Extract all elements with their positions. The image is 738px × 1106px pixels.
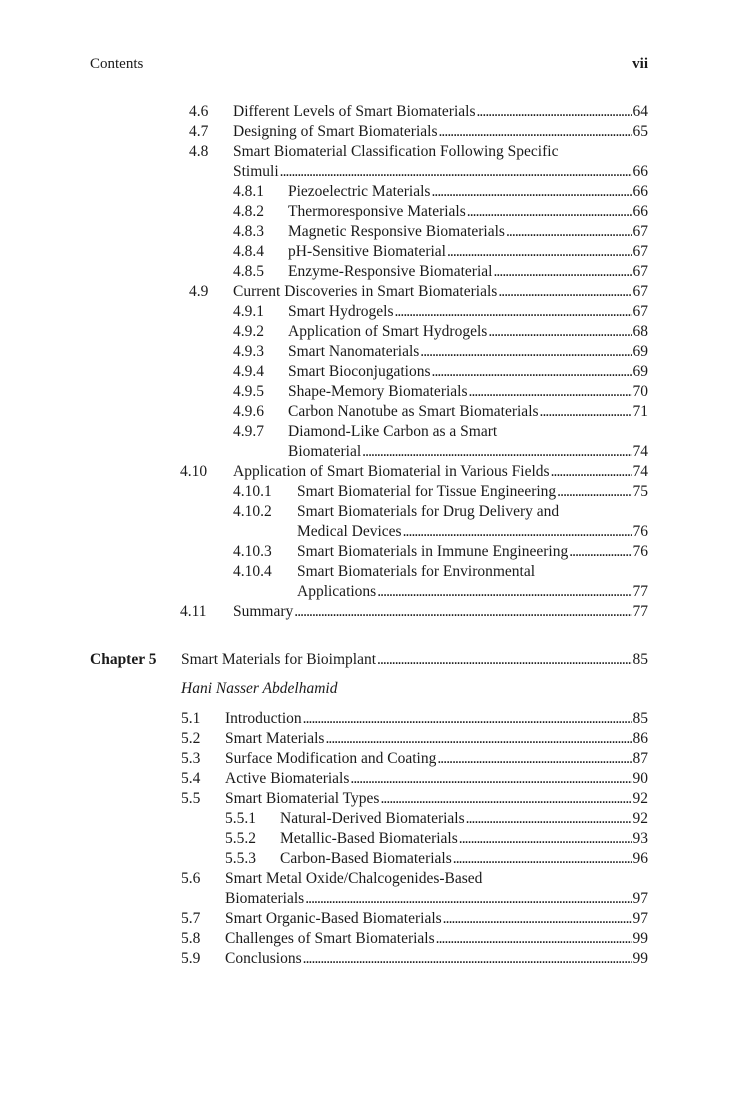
toc-entry-title: Carbon Nanotube as Smart Biomaterials [288, 403, 539, 420]
toc-entry[interactable] [233, 162, 648, 182]
toc-entry[interactable] [288, 362, 648, 382]
toc-entry-title: Current Discoveries in Smart Biomaterials [233, 283, 498, 300]
toc-entry-title-line1[interactable]: Smart Biomaterials for Drug Delivery and [297, 503, 560, 520]
dot-leader [377, 650, 631, 670]
toc-entry-number: 5.8 [181, 930, 201, 947]
toc-entry-number: 4.8.1 [233, 183, 264, 200]
toc-entry[interactable] [288, 402, 648, 422]
dot-leader [453, 849, 632, 869]
dot-leader [325, 729, 631, 749]
toc-entry-title: Introduction [225, 710, 302, 727]
dot-leader [447, 242, 632, 262]
toc-entry-title: Smart Organic-Based Biomaterials [225, 910, 442, 927]
toc-page-number: 65 [632, 123, 648, 140]
toc-entry[interactable] [297, 542, 648, 562]
toc-entry-title: Surface Modification and Coating [225, 750, 437, 767]
toc-page-number: 66 [632, 183, 648, 200]
toc-entry-number: 4.9.7 [233, 423, 264, 440]
toc-entry-number: 4.8.3 [233, 223, 264, 240]
toc-entry-title-line1[interactable]: Diamond-Like Carbon as a Smart [288, 423, 498, 440]
toc-entry[interactable] [288, 342, 648, 362]
toc-entry[interactable] [233, 602, 648, 622]
toc-entry-title-line1[interactable]: Smart Metal Oxide/Chalcogenides-Based [225, 870, 483, 887]
toc-page-number: 67 [632, 283, 648, 300]
dot-leader [438, 122, 631, 142]
toc-page-number: 86 [632, 730, 648, 747]
page-number-roman: vii [632, 56, 648, 72]
toc-entry-title: Biomaterials [225, 890, 305, 907]
toc-page-number: 68 [632, 323, 648, 340]
dot-leader [459, 829, 632, 849]
toc-entry[interactable] [288, 322, 648, 342]
toc-page-number: 75 [632, 483, 648, 500]
dot-leader [294, 602, 631, 622]
dot-leader [420, 342, 631, 362]
toc-entry-title: Smart Biomaterial Types [225, 790, 380, 807]
toc-entry-number: 4.9.5 [233, 383, 264, 400]
toc-entry-number: 5.5.1 [225, 810, 256, 827]
toc-entry-title: Smart Materials [225, 730, 325, 747]
toc-entry[interactable] [288, 242, 648, 262]
toc-page-number: 85 [632, 651, 648, 668]
toc-entry-number: 4.8.2 [233, 203, 264, 220]
toc-page-number: 93 [632, 830, 648, 847]
toc-entry-number: 4.7 [189, 123, 209, 140]
toc-entry[interactable] [233, 102, 648, 122]
toc-entry-title: Stimuli [233, 163, 279, 180]
toc-entry[interactable] [280, 809, 648, 829]
toc-page-number: 96 [632, 850, 648, 867]
toc-entry[interactable] [288, 302, 648, 322]
toc-entry[interactable] [225, 929, 648, 949]
toc-entry-title: Conclusions [225, 950, 302, 967]
toc-page-number: 97 [632, 910, 648, 927]
toc-entry-title: Summary [233, 603, 294, 620]
toc-entry-number: 4.9 [189, 283, 209, 300]
dot-leader [443, 909, 632, 929]
dot-leader [362, 442, 631, 462]
dot-leader [377, 582, 631, 602]
toc-entry[interactable] [225, 709, 648, 729]
dot-leader [469, 382, 632, 402]
toc-entry-number: 4.10.4 [233, 563, 272, 580]
dot-leader [506, 222, 632, 242]
toc-page-number: 74 [632, 463, 648, 480]
toc-entry-title-line1[interactable]: Smart Biomaterials for Environmental [297, 563, 536, 580]
toc-entry[interactable] [225, 909, 648, 929]
toc-entry-title: Smart Biomaterials in Immune Engineering [297, 543, 569, 560]
toc-entry[interactable] [225, 949, 648, 969]
dot-leader [280, 162, 632, 182]
toc-entry-title: Challenges of Smart Biomaterials [225, 930, 435, 947]
toc-entry-number: 4.9.3 [233, 343, 264, 360]
dot-leader [403, 522, 632, 542]
toc-page-number: 67 [632, 223, 648, 240]
dot-leader [488, 322, 631, 342]
toc-page-number: 66 [632, 163, 648, 180]
dot-leader [432, 362, 632, 382]
toc-entry-title: Application of Smart Biomaterial in Various Fields [233, 463, 550, 480]
chapter-title: Smart Materials for Bioimplant [181, 651, 377, 668]
toc-page-number: 69 [632, 343, 648, 360]
toc-entry-title: Metallic-Based Biomaterials [280, 830, 458, 847]
dot-leader [394, 302, 631, 322]
dot-leader [431, 182, 631, 202]
toc-entry-number: 4.10.3 [233, 543, 272, 560]
toc-entry[interactable] [288, 222, 648, 242]
toc-entry-title: Applications [297, 583, 377, 600]
toc-entry-number: 4.6 [189, 103, 209, 120]
toc-entry-number: 4.10 [180, 463, 208, 480]
toc-entry-number: 4.9.1 [233, 303, 264, 320]
toc-entry-number: 5.7 [181, 910, 201, 927]
toc-entry-number: 5.1 [181, 710, 201, 727]
toc-entry[interactable] [280, 849, 648, 869]
toc-page-number: 97 [632, 890, 648, 907]
toc-entry-number: 5.5.2 [225, 830, 256, 847]
toc-entry-title: Thermoresponsive Materials [288, 203, 466, 220]
dot-leader [303, 949, 632, 969]
toc-page-number: 69 [632, 363, 648, 380]
toc-entry-number: 5.3 [181, 750, 201, 767]
dot-leader [540, 402, 632, 422]
toc-entry-number: 4.10.2 [233, 503, 272, 520]
dot-leader [303, 709, 632, 729]
toc-page-number: 92 [632, 810, 648, 827]
toc-entry[interactable] [225, 769, 648, 789]
toc-entry[interactable] [297, 482, 648, 502]
toc-entry-number: 5.9 [181, 950, 201, 967]
toc-entry[interactable] [297, 522, 648, 542]
toc-entry-number: 5.5.3 [225, 850, 256, 867]
toc-entry-title: Magnetic Responsive Biomaterials [288, 223, 505, 240]
toc-entry-title: Smart Biomaterial for Tissue Engineering [297, 483, 557, 500]
dot-leader [466, 809, 632, 829]
toc-entry[interactable] [233, 122, 648, 142]
toc-entry[interactable] [288, 442, 648, 462]
toc-entry[interactable] [280, 829, 648, 849]
running-header-title: Contents [90, 56, 144, 72]
toc-entry[interactable] [288, 262, 648, 282]
toc-entry-number: 5.6 [181, 870, 201, 887]
toc-entry-number: 4.9.2 [233, 323, 264, 340]
dot-leader [437, 749, 631, 769]
toc-entry-title: Smart Bioconjugations [288, 363, 431, 380]
toc-page-number: 99 [632, 950, 648, 967]
dot-leader [493, 262, 631, 282]
chapter-label: Chapter 5 [90, 651, 157, 668]
toc-entry[interactable] [288, 202, 648, 222]
toc-entry-number: 4.10.1 [233, 483, 272, 500]
toc-entry-number: 5.2 [181, 730, 201, 747]
toc-page-number: 76 [632, 523, 648, 540]
toc-entry[interactable] [225, 789, 648, 809]
toc-entry-title: Active Biomaterials [225, 770, 350, 787]
toc-entry-title: Designing of Smart Biomaterials [233, 123, 438, 140]
dot-leader [380, 789, 631, 809]
toc-entry[interactable] [233, 282, 648, 302]
toc-entry-title: Carbon-Based Biomaterials [280, 850, 452, 867]
toc-page-number: 74 [632, 443, 648, 460]
toc-page-number: 77 [632, 583, 648, 600]
dot-leader [498, 282, 631, 302]
toc-entry-number: 4.8 [189, 143, 209, 160]
toc-page-number: 92 [632, 790, 648, 807]
toc-entry-title: Medical Devices [297, 523, 402, 540]
toc-entry-title: Different Levels of Smart Biomaterials [233, 103, 476, 120]
toc-entry-title: Smart Nanomaterials [288, 343, 420, 360]
toc-entry[interactable] [297, 582, 648, 602]
toc-entry-title: Enzyme-Responsive Biomaterial [288, 263, 493, 280]
toc-entry-title: Biomaterial [288, 443, 362, 460]
toc-entry-number: 4.9.4 [233, 363, 264, 380]
dot-leader [557, 482, 631, 502]
toc-entry[interactable] [288, 382, 648, 402]
toc-page-number: 76 [632, 543, 648, 560]
toc-entry-title: Shape-Memory Biomaterials [288, 383, 468, 400]
dot-leader [305, 889, 631, 909]
dot-leader [569, 542, 631, 562]
toc-page-number: 71 [632, 403, 648, 420]
chapter-title-entry[interactable] [181, 650, 648, 670]
toc-entry-title: Application of Smart Hydrogels [288, 323, 488, 340]
toc-page-number: 67 [632, 303, 648, 320]
dot-leader [476, 102, 631, 122]
toc-entry[interactable] [225, 889, 648, 909]
toc-page-number: 64 [632, 103, 648, 120]
dot-leader [551, 462, 632, 482]
toc-entry-title: Natural-Derived Biomaterials [280, 810, 465, 827]
toc-page-number: 67 [632, 243, 648, 260]
toc-page-number: 67 [632, 263, 648, 280]
toc-entry-number: 5.4 [181, 770, 201, 787]
dot-leader [436, 929, 632, 949]
toc-entry-title-line1[interactable]: Smart Biomaterial Classification Following Specific [233, 143, 559, 160]
toc-entry-number: 4.11 [180, 603, 207, 620]
toc-page-number: 77 [632, 603, 648, 620]
toc-page-number: 66 [632, 203, 648, 220]
toc-entry[interactable] [233, 462, 648, 482]
toc-page-number: 90 [632, 770, 648, 787]
toc-entry-number: 4.8.5 [233, 263, 264, 280]
dot-leader [467, 202, 632, 222]
toc-page-number: 70 [632, 383, 648, 400]
toc-entry-number: 4.8.4 [233, 243, 264, 260]
toc-entry-number: 4.9.6 [233, 403, 264, 420]
toc-page-number: 99 [632, 930, 648, 947]
toc-entry-title: Smart Hydrogels [288, 303, 394, 320]
toc-entry-title: pH-Sensitive Biomaterial [288, 243, 446, 260]
toc-page-number: 87 [632, 750, 648, 767]
dot-leader [350, 769, 631, 789]
toc-page-number: 85 [632, 710, 648, 727]
toc-entry[interactable] [225, 749, 648, 769]
chapter-author: Hani Nasser Abdelhamid [181, 680, 338, 697]
toc-entry-number: 5.5 [181, 790, 201, 807]
toc-entry[interactable] [288, 182, 648, 202]
toc-entry-title: Piezoelectric Materials [288, 183, 431, 200]
toc-entry[interactable] [225, 729, 648, 749]
